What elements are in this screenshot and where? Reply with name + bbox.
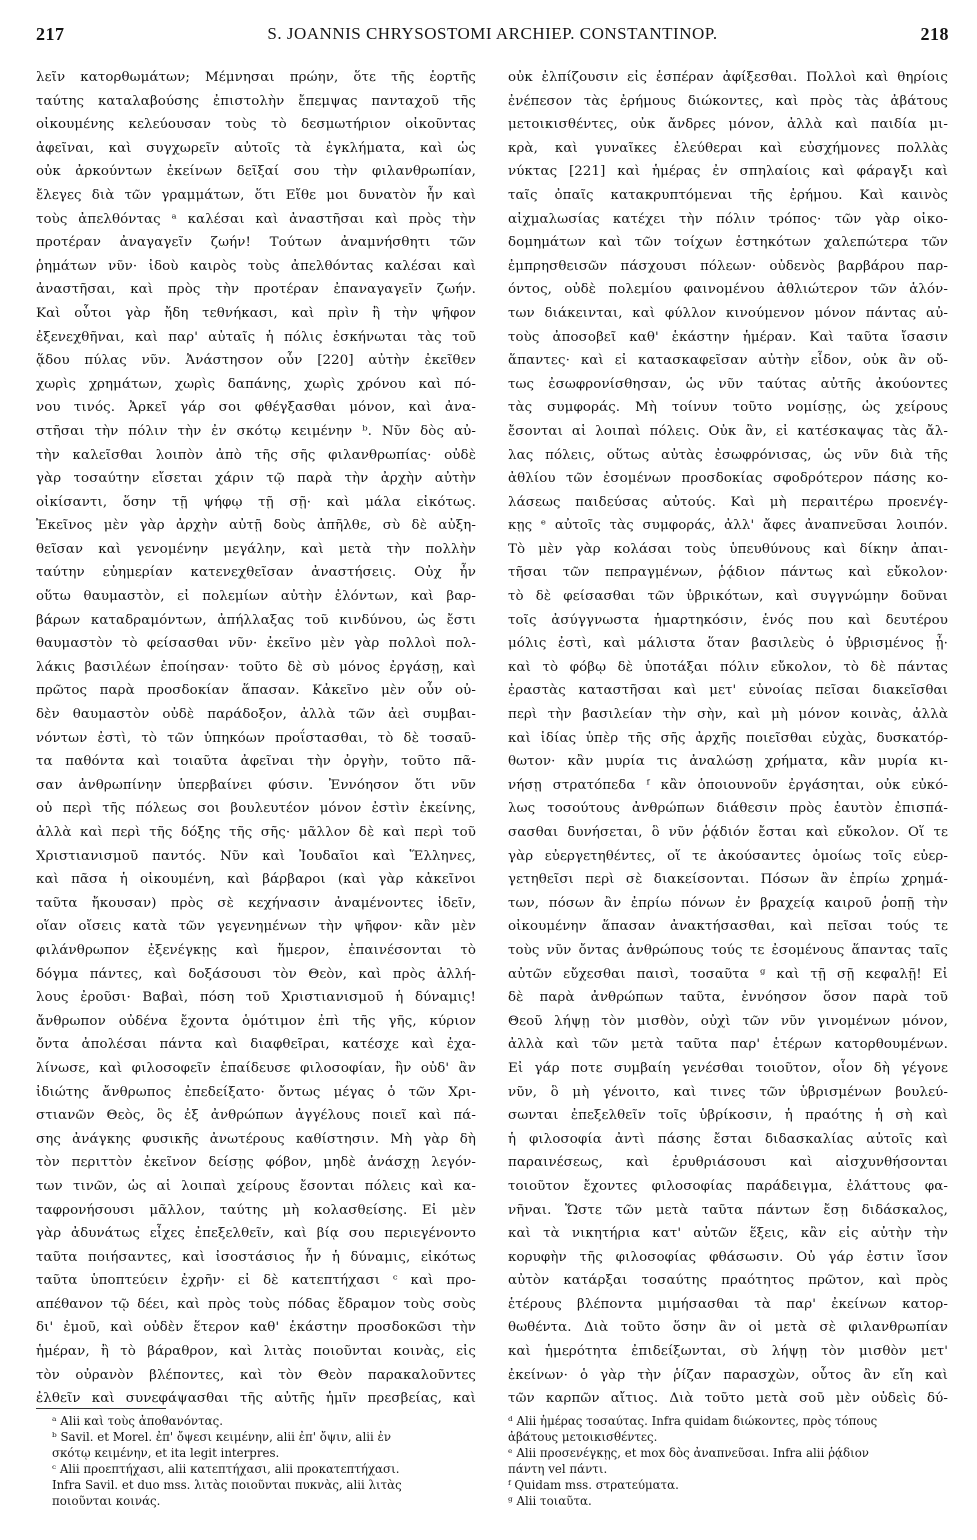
text-line: αὐτῶν εὔχεσθαι παισὶ, τοσαῦτα ᵍ καὶ τῇ σῇ κεφαλῇ! Εἰ xyxy=(508,966,948,982)
text-line: ἡ φιλοσοφία ἀντὶ πάσης ἔσται διδασκαλίας αὐτοῖς καὶ xyxy=(508,1131,948,1147)
text-line: θωθέντα. Διὰ τοῦτο ὅσην ἂν οἱ μετὰ σὲ φιλανθρωπίαν xyxy=(508,1320,948,1336)
text-line: χωρὶς χρημάτων, χωρὶς δαπάνης, χωρὶς χρόνου καὶ πό- xyxy=(36,376,476,392)
text-line: των, πόσων ἂν ἐπρίω πόνων ἐν βραχείᾳ καιροῦ ῥοπῇ τὴν xyxy=(508,895,948,911)
text-line: ταῦτα ὑποπτεύειν ἐχρῆν· εἰ δὲ κατεπτήχασι ᶜ καὶ προ- xyxy=(36,1273,476,1289)
text-line: ἀλλὰ καὶ περὶ τῆς δόξης τῆς σῆς· μᾶλλον δὲ καὶ περὶ τοῦ xyxy=(36,825,476,840)
text-line: θωτον· κἂν μυρία τις ἀναλώσῃ χρήματα, κἂν μυρία κι- xyxy=(508,754,948,770)
footnote: ᶠ Quidam mss. στρατεύματα. xyxy=(508,1478,679,1492)
text-line: τὴν καλεῖσθαι λοιπὸν ἀπὸ τῆς σῆς φιλανθρωπίας· οὐδὲ xyxy=(36,447,476,463)
text-line: ἔλεγες διὰ τῶν γραμμάτων, ὅτι Εἴθε μοι δυνατὸν ἦν καὶ xyxy=(36,187,476,203)
text-line: καὶ ἡμερότητα ἐπιδείξωνται, σὺ λήψῃ τὸν μισθὸν μετ' xyxy=(508,1344,948,1360)
text-line: λεῖν κατορθωμάτων; Μέμνησαι πρώην, ὅτε τῆς ἑορτῆς xyxy=(36,70,476,85)
text-line: τοὺς ἀποσοβεῖ καθ' ἑκάστην ἡμέραν. Καὶ ταῦτα ἴσασιν xyxy=(508,329,948,345)
footnote: ᵇ Savil. et Morel. ἐπ' ὄψεσι κειμένην, alii ἐπ' ὄψιν, alii ἐν xyxy=(52,1430,392,1444)
text-line: λας πόλεις, οὕτως αὐτὰς ἐσωφρόνισας, ὡς νῦν διὰ τῆς xyxy=(508,447,948,463)
text-line: τοὺς ἀπελθόντας ᵃ καλέσαι καὶ ἀναστῆσαι καὶ πρὸς τὴν xyxy=(36,211,476,227)
text-line: ἐραστὰς καταστῆσαι καὶ μετ' εὐνοίας πεῖσαι διακεῖσθαι xyxy=(508,683,948,699)
text-line: ταφρονήσουσι μᾶλλον, ταύτης μὴ κολασθείσης. Εἰ μὲν xyxy=(36,1202,476,1218)
text-line: σωνται ἐπεξελθεῖν τοῖς ὑβρίκοσιν, ἡ πραότης ἡ σὴ καὶ xyxy=(508,1108,948,1124)
text-line: τὰς συμφοράς. Μὴ τοίνυν τοῦτο νομίσῃς, ὡς χείρους xyxy=(508,400,948,416)
text-line: τῶν καρπῶν αἴτιος. Διὰ τοῦτο μετὰ σοῦ μὲν οὐδεὶς δύ- xyxy=(508,1391,948,1406)
text-line: παραινέσεως, καὶ ἐρυθριάσουσι καὶ αἰσχυνθήσονται xyxy=(508,1155,948,1171)
text-line: σαν ἀνθρωπίνην ὑπερβαίνει φύσιν. Ἐννόησον ὅτι νῦν xyxy=(36,777,476,793)
text-line: ἀθλίου τῶν ἐσομένων προσδοκίας σφοδρότερον πάσης κο- xyxy=(508,471,948,487)
text-line: καὶ τὰ νικητήρια κατ' αὐτῶν ἕξεις, κἂν εἰς αὐτὴν τὴν xyxy=(508,1226,948,1242)
text-line: απέθανον τῷ δέει, καὶ πρὸς τοὺς πόδας ἔδραμον τοὺς σοὺς xyxy=(36,1296,476,1312)
text-line: Εἰ γάρ ποτε συμβαίη γενέσθαι τοιοῦτον, οἷον δὴ γέγονε xyxy=(508,1060,948,1076)
text-line: νύκτας [221] καὶ ἡμέρας ἐν σπηλαίοις καὶ φάραγξι καὶ xyxy=(508,164,948,180)
footnote: ᵉ Alii προσενέγκῃς, et mox δὸς ἀναπνεῦσαι. Infra alii ῥᾴδιον xyxy=(508,1446,869,1460)
footnote: ᵈ Alii ἡμέρας τοσαύτας. Infra quidam διώκοντες, πρὸς τόπους xyxy=(508,1414,878,1428)
text-line: βάρων καταδραμόντων, ἀπήλλαξας τοῦ κινδύνου, ὡς ἔστι xyxy=(36,612,476,628)
text-line: οἵαν οἴσεις κατὰ τῶν γεγενημένων τὴν ψῆφον· κἂν μὲν xyxy=(36,919,476,935)
running-header xyxy=(36,24,949,50)
running-title: S. JOANNIS CHRYSOSTOMI ARCHIEP. CONSTANTINOP. xyxy=(267,24,718,43)
text-line: τὸν περιττὸν ἐκεῖνον δείσῃς φόβον, μηδὲ ἀνάσχῃ λεγόν- xyxy=(36,1155,476,1171)
text-line: Καὶ οὗτοι γὰρ ἤδη τεθνήκασι, καὶ πρὶν ἢ τὴν ψῆφον xyxy=(36,305,476,321)
text-line: κρὰ, καὶ γυναῖκες ἐλεύθεραι καὶ εὐσχήμονες πολλὰς xyxy=(508,140,948,156)
text-line: των διάκεινται, καὶ φύλλον κινούμενον μόνον πάντας αὐ- xyxy=(508,305,948,321)
text-line: ταύτης καταλαβούσης ἐπιστολὴν ἔπεμψας πανταχοῦ τῆς xyxy=(36,93,476,109)
text-line: θαυμαστὸν τὸ φείσασθαι νῦν· ἐκεῖνο μὲν γὰρ πολλοὶ πολ- xyxy=(36,636,476,652)
text-line: φιλάνθρωπον ἐξενέγκῃς καὶ ἥμερον, ἐπαινέσονται τὸ xyxy=(36,942,476,958)
text-line: Χριστιανισμοῦ παντός. Νῦν καὶ Ἰουδαῖοι καὶ Ἕλληνες, xyxy=(36,848,476,864)
text-line: νου τινός. Ἀρκεῖ γάρ σοι φθέγξασθαι μόνον, καὶ ἀνα- xyxy=(36,400,476,416)
text-line: τως ἐσωφρονίσθησαν, ὡς νῦν ταύτας αὐτῆς ἀκούοντες xyxy=(508,376,948,392)
text-line: των τινῶν, ὡς αἱ λοιπαὶ χείρους ἔσονται πόλεις καὶ κα- xyxy=(36,1178,476,1194)
text-line: δόγμα πάντες, καὶ δοξάσουσι τὸν Θεὸν, καὶ πρὸς ἀλλή- xyxy=(36,966,476,982)
text-line: τοὺς νῦν ὄντας ἀνθρώπους τούς τε ἐσομένους ἅπαντας ταῖς xyxy=(508,942,948,958)
footnote: πάντη vel πάντι. xyxy=(508,1462,608,1476)
text-line: ἔσονται αἱ λοιπαὶ πόλεις. Οὐκ ἂν, εἰ κατέσκαψας τὰς ἄλ- xyxy=(508,423,948,439)
text-line: πρῶτος παρὰ προσδοκίαν ἅπασαν. Κἀκεῖνο μὲν οὖν οὐ- xyxy=(36,683,476,699)
text-line: νήσῃ στρατόπεδα ᶠ κἂν ὁποιουνοῦν ἐργάσηται, οὐκ εὐκό- xyxy=(508,777,948,793)
text-line: καὶ ἰδίας ὑπὲρ τῆς σῆς ἀρχῆς ποιεῖσθαι εὐχὰς, δυσκατόρ- xyxy=(508,730,948,746)
page-number-left: 217 xyxy=(36,24,65,44)
text-line: Ἐκεῖνος μὲν γὰρ ἀρχὴν αὐτῇ δοὺς ἀπῆλθε, σὺ δὲ αὐξη- xyxy=(36,518,476,534)
text-line: ἡμέραν, ἢ τὸ βάραθρον, καὶ λιτὰς ποιοῦνται κοινὰς, εἰς xyxy=(36,1344,476,1360)
text-line: ἐκείνων· ὁ γὰρ τὴν ῥίζαν παρασχὼν, οὗτος ἂν εἴη καὶ xyxy=(508,1367,948,1383)
text-line: ἀφεῖναι, καὶ συγχωρεῖν αὐτοῖς τὰ ἐγκλήματα, καὶ ὡς xyxy=(36,140,476,156)
text-line: ἐξενεχθῆναι, καὶ παρ' αὐταῖς ἡ πόλις ἐσκήνωται τὰς τοῦ xyxy=(36,329,476,345)
text-line: ἅπαντες· καὶ εἰ κατασκαφεῖσαν αὐτὴν εἶδον, οὐκ ἂν οὔ- xyxy=(508,353,948,369)
text-line: λίνωσε, καὶ φιλοσοφεῖν ἐπαίδευσε φιλοσοφίαν, ἣν οὐδ' ἂν xyxy=(36,1060,476,1076)
footnote: Infra Savil. et duo mss. λιτὰς ποιοῦνται πυκνὰς, alii λιτὰς xyxy=(52,1478,402,1492)
text-line: δι' ἐμοῦ, καὶ οὐδὲν ἕτερον καθ' ἑκάστην προσδοκῶσι τὴν xyxy=(36,1320,476,1336)
text-line: οὐκ ἀρκούντων ἐκείνων δεῖξαί σου τὴν φιλανθρωπίαν, xyxy=(36,164,476,180)
text-line: ἐνέπεσον τὰς ἐρήμους διώκοντες, καὶ πρὸς τὰς ἀβάτους xyxy=(508,93,948,109)
text-line: θεῖσαν καὶ γενομένην μεγάλην, καὶ μετὰ τὴν πολλὴν xyxy=(36,541,476,557)
text-line: σασθαι δυνήσεται, ὃ νῦν ῥᾴδιόν ἔσται καὶ εὔκολον. Οἵ τε xyxy=(508,825,948,840)
text-line: σης ἀνάγκης φυσικῆς ἀνωτέρους καθίστησιν. Μὴ γὰρ δὴ xyxy=(36,1131,476,1147)
footnote: σκότῳ κειμένην, et ita legit interpres. xyxy=(52,1446,280,1460)
text-line: οἰκίσαντι, ὅσην τῇ ψήφῳ τῇ σῇ· καὶ μάλα εἰκότως. xyxy=(36,494,476,510)
text-line: λους ἐροῦσι· Βαβαὶ, πόση τοῦ Χριστιανισμοῦ ἡ δύναμις! xyxy=(36,990,476,1006)
text-line: κῃς ᵉ αὐτοῖς τὰς συμφοράς, ἀλλ' ἄφες ἀναπνεῦσαι λοιπόν. xyxy=(508,518,948,534)
text-line: όντος, οὐδὲ πολεμίου φαινομένου ἀθλιώτερον τῶν ἁλόν- xyxy=(508,282,948,298)
text-line: ἀναστῆσαι, καὶ πρὸς τὴν προτέραν ἐπαναγαγεῖν ζωήν. xyxy=(36,282,476,298)
text-line: ταῖς ὀπαῖς κατακρυπτόμεναι τῆς ἐρήμου. Καὶ καινὸς xyxy=(508,187,948,203)
text-line: μετοικισθέντες, οὐκ ἄνδρες μόνον, ἀλλὰ καὶ παιδία μι- xyxy=(508,117,948,133)
text-line: νῆναι. Ὥστε τῶν μετὰ ταῦτα πάντων ἔσῃ διδάσκαλος, xyxy=(508,1202,948,1218)
text-line: ἐλθεῖν καὶ συνεφάψασθαι τῆς αὐτῆς ἡμῖν πρεσβείας, καὶ xyxy=(36,1391,476,1406)
text-line: ῥημάτων νῦν· ἰδοὺ καιρὸς τοὺς ἀπελθόντας καλέσαι καὶ xyxy=(36,258,476,274)
footnote: ᶜ Alii προεπτήχασι, alii κατεπτήχασι, alii προκατεπτήχασι. xyxy=(52,1462,400,1476)
text-line: Τὸ μὲν γὰρ κολάσαι τοὺς ὑπευθύνους καὶ δίκην ἀπαι- xyxy=(508,541,948,557)
text-line: τὸ δὲ φείσασθαι τῶν ὑβρικότων, καὶ συγγνώμην δοῦναι xyxy=(508,589,948,605)
text-line: ἑτέρους βλέποντα μιμήσασθαι τὰ παρ' ἐκείνων κατορ- xyxy=(508,1296,948,1312)
footnotes-left xyxy=(52,1413,492,1509)
text-line: καὶ τὸ φόβῳ δὲ ὑποτάξαι πόλιν εὔκολον, τὸ δὲ πάντας xyxy=(508,659,948,675)
text-line: γὰρ τοσαύτην εἴσεται χάριν τῷ παρὰ τὴν ἀρχὴν αὐτὴν xyxy=(36,471,476,487)
text-column-left xyxy=(36,66,476,1406)
text-line: ταῦτα ποιήσαντες, καὶ ἰσοστάσιος ἦν ἡ δύναμις, εἰκότως xyxy=(36,1249,476,1265)
text-line: λάκις βασιλέων ἐποίησαν· τοῦτο δὲ σὺ μόνος ἐργάσῃ, καὶ xyxy=(36,659,476,675)
text-line: δομημάτων καὶ τῶν τοίχων ἑστηκότων χαλεπώτερα τῶν xyxy=(508,235,948,251)
text-line: τὸν οὐρανὸν βλέποντες, καὶ τὸν Θεὸν παρακαλοῦντες xyxy=(36,1367,476,1383)
text-line: οἰκουμένης κελεύουσαν τοὺς τὸ δεσμωτήριον οἰκοῦντας xyxy=(36,117,476,133)
footnote: ᵍ Alii τοιαῦτα. xyxy=(508,1494,592,1508)
text-line: αἰχμαλωσίας κατέχει τὴν πόλιν τρόπος· τῶν γὰρ οἰκο- xyxy=(508,211,948,227)
text-line: ᾅδου πύλας νῦν. Ἀνάστησον οὖν [220] αὐτὴν ἐκεῖθεν xyxy=(36,353,476,369)
footnote: ᵃ Alii καὶ τοὺς ἀποθανόντας. xyxy=(52,1414,223,1428)
text-line: δὲ παρὰ ἀνθρώπων ταῦτα, ἐννόησον ὅσον παρὰ τοῦ xyxy=(508,990,948,1006)
footnotes-right xyxy=(508,1413,948,1509)
text-line: μόλις ἐστὶ, καὶ μάλιστα ὅταν βασιλεὺς ὁ ὑβρισμένος ᾖ· xyxy=(508,636,948,652)
text-line: ἰδιώτης ἄνθρωπος ἐπεδείξατο· ὄντως μέγας ὁ τῶν Χρι- xyxy=(36,1084,476,1100)
text-line: περὶ τὴν βασιλείαν τὴν σὴν, καὶ μὴ μόνον κοινὰς, ἀλλὰ xyxy=(508,707,948,723)
text-line: κορυφὴν τῆς φιλοσοφίας φθάσωσιν. Οὐ γάρ ἐστιν ἴσον xyxy=(508,1249,948,1265)
text-line: οἰκουμένην ἅπασαν ἀνακτήσασθαι, καὶ πεῖσαι τούς τε xyxy=(508,919,948,935)
text-line: ἐμπρησθεισῶν πάσχουσι πόλεων· οὐδενὸς βαρβάρου παρ- xyxy=(508,258,948,274)
text-line: τοῖς ἀσύγγνωστα ἡμαρτηκόσιν, ἑνός που καὶ δευτέρου xyxy=(508,612,948,628)
text-line: ταῦτα ἤκουσαν) πρὸς σὲ κεχήνασιν ἀναμένοντες ἰδεῖν, xyxy=(36,895,476,911)
text-line: τοιοῦτον ἔχοντες φιλοσοφίας παράδειγμα, ἐλάττους φα- xyxy=(508,1178,948,1194)
footnote: ποιοῦνται κοινάς. xyxy=(52,1494,161,1508)
text-line: ἄνθρωπον οὐδένα ἔχοντα ὁμότιμον ἐπὶ τῆς γῆς, κύριον xyxy=(36,1013,476,1029)
text-line: γὰρ εὐεργετηθέντες, οἵ τε ἀκούσαντες ὁμοίως τοῖς εὐερ- xyxy=(508,848,948,864)
text-line: τῆσαι τῶν πεπραγμένων, ῥᾴδιον πάντως καὶ εὔκολον· xyxy=(508,565,948,581)
text-line: γὰρ ἀδυνάτως εἶχες ἐπεξελθεῖν, καὶ βίᾳ σου περιεγένοντο xyxy=(36,1226,476,1242)
text-line: προτέραν ἀναγαγεῖν ζωήν! Τούτων ἀναμνήσθητι τῶν xyxy=(36,235,476,251)
text-line: ἀλλὰ καὶ τῶν μετὰ ταῦτα παρ' ἑτέρων κατορθουμένων. xyxy=(508,1037,948,1053)
text-line: ὄντα ἀπολέσαι πάντα καὶ διαφθεῖραι, κατέσχε καὶ ἐχα- xyxy=(36,1037,476,1053)
text-line: νῦν, ὃ μὴ γένοιτο, καὶ τινες τῶν ὑβρισμένων βουλεύ- xyxy=(508,1084,948,1100)
text-line: αὐτὸν κατάρξαι τοσαύτης πραότητος πρῶτον, καὶ πρὸς xyxy=(508,1273,948,1289)
text-column-right xyxy=(508,66,948,1406)
text-line: οὕτω θαυμαστὸν, εἰ πολεμίων αὐτὴν ἑλόντων, καὶ βαρ- xyxy=(36,589,476,605)
text-line: γετηθεῖσι περὶ σὲ διακείσονται. Πόσων ἂν ἐπρίω χρημά- xyxy=(508,872,948,888)
page-number-right: 218 xyxy=(920,24,949,44)
text-line: λως τοσούτους ἀνθρώπων διάθεσιν πρὸς ἑαυτὸν ἐπισπά- xyxy=(508,801,948,817)
text-line: Θεοῦ λήψῃ τὸν μισθὸν, οὐχὶ τῶν νῦν γινομένων μόνον, xyxy=(508,1013,948,1029)
text-line: τα παθόντα καὶ τοιαῦτα ἀφεῖναι τὴν ὀργὴν, τοῦτο πᾶ- xyxy=(36,754,476,770)
footnote-rule xyxy=(36,1408,166,1409)
text-line: στιανῶν Θεὸς, ὃς ἐξ ἀνθρώπων ἀγγέλους ποιεῖ καὶ πά- xyxy=(36,1108,476,1124)
text-line: καὶ πᾶσα ἡ οἰκουμένη, καὶ βάρβαροι (καὶ γὰρ κἀκεῖνοι xyxy=(36,872,476,888)
text-line: ταύτην εὐημερίαν κατενεχθεῖσαν ἀναστήσεις. Οὐχ ἦν xyxy=(36,565,476,581)
text-line: λάσεως παιδεύσας αὐτούς. Καὶ μὴ περαιτέρω προενέγ- xyxy=(508,494,948,510)
footnote: ἀβάτους μετοικισθέντες. xyxy=(508,1430,658,1444)
text-line: δὲν θαυμαστὸν οὐδὲ παράδοξον, ἀλλὰ τῶν ἀεὶ συμβαι- xyxy=(36,707,476,723)
text-line: νόντων ἐστὶ, τὸ τῶν ὑπηκόων προΐστασθαι, τὸ δὲ τοσαῦ- xyxy=(36,730,476,746)
text-line: οὐκ ἐλπίζουσιν εἰς ἑσπέραν ἀφίξεσθαι. Πολλοὶ καὶ θηρίοις xyxy=(508,70,948,85)
text-line: οὐ περὶ τῆς πόλεως σοι βουλευτέον μόνον ἐστὶν ἐκείνης, xyxy=(36,801,476,817)
text-line: στῆσαι τὴν πόλιν τὴν ἐν σκότῳ κειμένην ᵇ. Νῦν δὸς αὐ- xyxy=(36,423,476,439)
